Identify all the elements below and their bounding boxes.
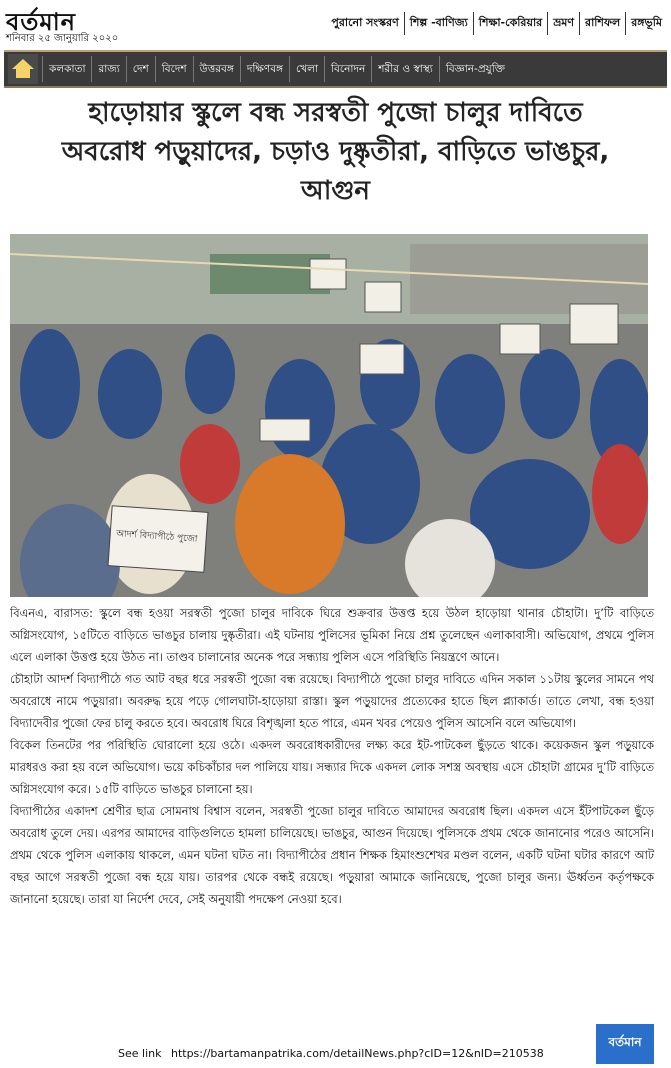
article-paragraph: বিদ্যাপীঠের একাদশ শ্রেণীর ছাত্র সোমনাথ বিশ্বাস বলেন, সরস্বতী পুজো চালুর দাবিতে আমাদের অবরোধ ছিল। একদল এসে ইঁটপাটকেল ছুঁড়ে অবরোধ তুলে দেয়। এরপর আমাদের বাড়িগুলিতে হামলা চালিয়েছে। ভাঙচুর, আগুন দিয়েছে। পুলিসকে প্রথম থেকে জানানোর পরেও আসেনি। প্রথম থেকে পুলিস এলাকায় থাকলে, এমন ঘটনা ঘটত না। বিদ্যাপীঠের প্রধান শিক্ষক হিমাংশুশেখর মণ্ডল বলেন, একটি ঘটনা ঘটার কারণে আট বছর আগে সরস্বতী পুজো বন্ধ হয়ে যায়। তারপর থেকে বন্ধই রয়েছে। পড়ুয়ারা আমাকে জানিয়েছে, পুজো চালুর জন্য। ঊর্ধ্বতন কর্তৃপক্ষকে জানানো হয়েছে। তারা যা নির্দেশ দেবে, সেই অনুযায়ী পদক্ষেপ নেওয়া হবে। <box>10 804 654 906</box>
source-url[interactable]: https://bartamanpatrika.com/detailNews.php?cID=12&nID=210538 <box>170 1047 544 1060</box>
newspaper-logo[interactable]: বর্তমান <box>6 7 76 36</box>
article-paragraph: বিএনএ, বারাসত: স্কুলে বন্ধ হওয়া সরস্বতী পুজো চালুর দাবিকে ঘিরে শুক্রবার উত্তপ্ত হয়ে উঠল হাড়োয়া থানার চৌহাটা। দু’টি বাড়িতে অগ্নিসংযোগ, ১৫টিতে বাড়িতে ভাঙচুর চালায় দুষ্কৃতীরা। এই ঘটনায় পুলিসের ভূমিকা নিয়ে প্রশ্ন তুলেছেন এলাকাবাসী। অভিযোগ, প্রথমে পুলিস এলে এলাকা উত্তপ্ত হয়ে উঠত না। তাণ্ডব চালানোর অনেক পরে সন্ধ্যায় পুলিস এসে পরিস্থিতি নিয়ন্ত্রণে আনে। <box>10 606 654 664</box>
article-photo <box>10 234 648 597</box>
home-icon <box>12 59 34 79</box>
masthead <box>0 0 671 46</box>
nav-item-science-tech[interactable]: বিজ্ঞান-প্রযুক্তি <box>439 56 511 82</box>
nav-item-north-bengal[interactable]: উত্তরবঙ্গ <box>193 56 240 82</box>
article-paragraph: বিকেল তিনটের পর পরিস্থিতি ঘোরালো হয়ে ওঠে। একদল অবরোধকারীদের লক্ষ্য করে ইট-পাটকেল ছুঁড়তে থাকে। কয়েকজন স্কুল পড়ুয়াকে মারধরও করা হয় বলে অভিযোগ। ভয়ে কচিকাঁচার দল পালিয়ে যায়। সন্ধ্যার দিকে একদল লোক সশস্ত্র অবস্থায় এসে চৌহাটা গ্রামের দু’টি বাড়িতে অগ্নিসংযোগ করে। ১৫টি বাড়িতে ভাঙচুর চালানো হয়। <box>10 738 654 796</box>
see-link-label: See link <box>118 1047 162 1060</box>
headline-line-1: হাড়োয়ার স্কুলে বন্ধ সরস্বতী পুজো চালুর দাবিতে <box>88 98 583 128</box>
top-link-horoscope[interactable]: রাশিফল <box>579 12 625 35</box>
top-link-archive[interactable]: পুরানো সংস্করণ <box>331 16 399 29</box>
nav-item-abroad[interactable]: বিদেশ <box>155 56 193 82</box>
headline-line-3: আগুন <box>301 176 370 206</box>
nav-item-sports[interactable]: খেলা <box>289 56 324 82</box>
article-paragraph: চৌহাটা আদর্শ বিদ্যাপীঠে গত আট বছর ধরে সরস্বতী পুজো বন্ধ রয়েছে। বিদ্যাপীঠে পুজো চালুর দাবিতে এদিন সকাল ১১টায় স্কুলের সামনে পথ অবরোধে নামে পড়ুয়ারা। অবরুদ্ধ হয়ে পড়ে গোলঘাটা-হাড়োয়া রাস্তা। স্কুল পড়ুয়াদের প্রত্যেকের হাতে ছিল প্ল্যাকার্ড। তাতে লেখা, বন্ধ হওয়া বিদ্যাদেবীর পুজো ফের চালু করতে হবে। অবরোধ ঘিরে বিশৃঙ্খলা হতে পারে, এমন খবর পেয়েও পুলিস আসেনি বলে অভিযোগ। <box>10 672 654 730</box>
main-nav <box>4 50 667 88</box>
nav-item-country[interactable]: দেশ <box>126 56 155 82</box>
footer-logo: বর্তমান <box>596 1024 654 1064</box>
nav-item-health[interactable]: শরীর ও স্বাস্থ্য <box>371 56 439 82</box>
nav-item-south-bengal[interactable]: দক্ষিণবঙ্গ <box>240 56 289 82</box>
nav-item-state[interactable]: রাজ্য <box>91 56 125 82</box>
top-link-stage[interactable]: রঙ্গভূমি <box>625 12 667 35</box>
headline-line-2: অবরোধ পড়ুয়াদের, চড়াও দুষ্কৃতীরা, বাড়িতে ভাঙচুর, <box>61 137 610 167</box>
placard-text: আদর্শ বিদ্যাপীঠে পুজো <box>115 529 198 545</box>
nav-item-entertainment[interactable]: বিনোদন <box>324 56 371 82</box>
nav-item-kolkata[interactable]: কলকাতা <box>42 56 91 82</box>
article-body <box>10 602 654 910</box>
top-links <box>326 12 667 35</box>
edition-date: শনিবার ২৫ জানুয়ারি ২০২০ <box>6 33 119 44</box>
top-link-travel[interactable]: ভ্রমণ <box>547 12 579 35</box>
top-link-business[interactable]: শিল্প -বাণিজ্য <box>404 12 473 35</box>
source-link <box>118 1047 550 1060</box>
article-headline <box>0 94 671 211</box>
home-button[interactable] <box>8 54 38 84</box>
top-link-education-career[interactable]: শিক্ষা-কেরিয়ার <box>473 12 547 35</box>
